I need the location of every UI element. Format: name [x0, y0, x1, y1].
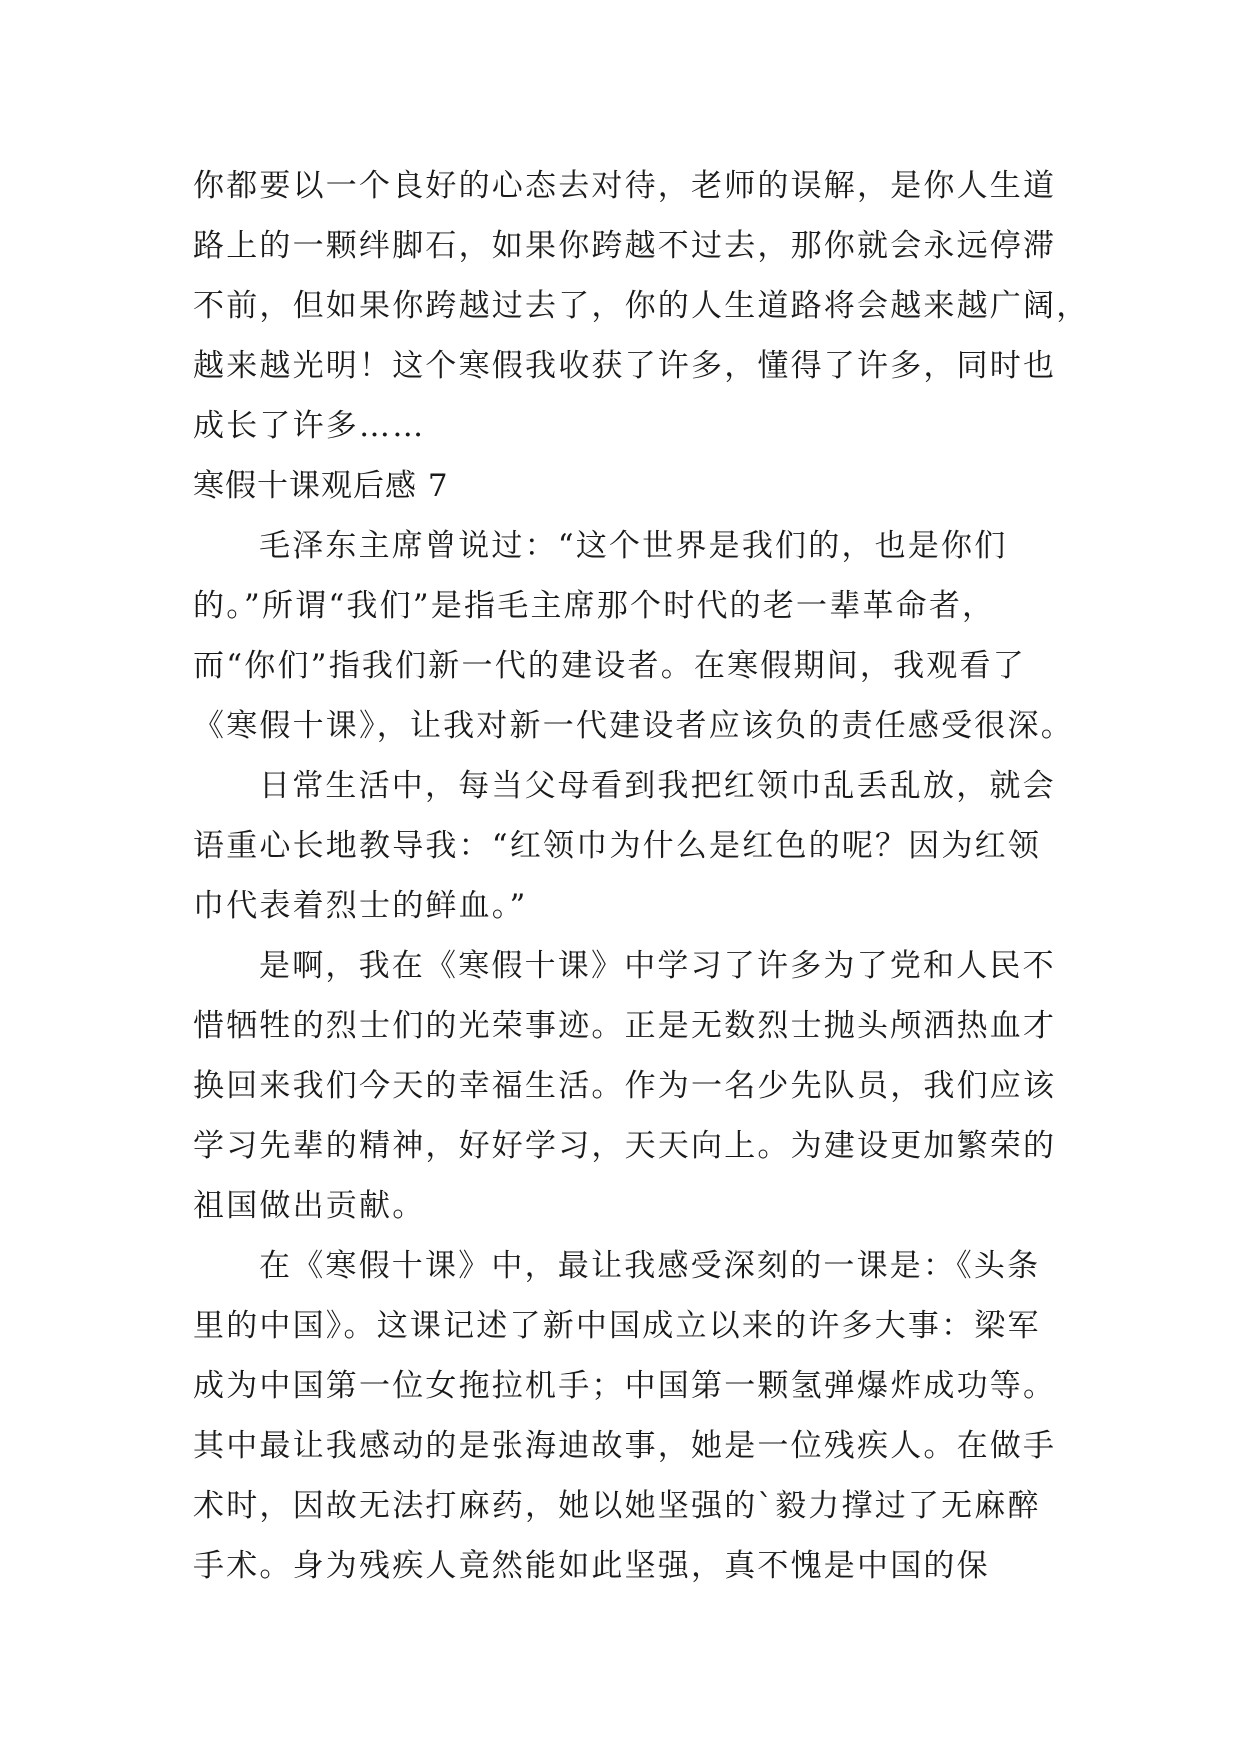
- text-line: 里的中国》。这课记述了新中国成立以来的许多大事：梁军: [193, 1308, 1041, 1344]
- text-line: 语重心长地教导我：“红领巾为什么是红色的呢？因为红领: [193, 828, 1042, 864]
- text-line: 而“你们”指我们新一代的建设者。在寒假期间，我观看了: [193, 648, 1026, 684]
- text-line: 其中最让我感动的是张海迪故事，她是一位残疾人。在做手: [193, 1428, 1057, 1464]
- text-line: 在《寒假十课》中，最让我感受深刻的一课是：《头条: [259, 1248, 1041, 1284]
- paragraph-4: [193, 1236, 1055, 1596]
- text-line: 成为中国第一位女拖拉机手；中国第一颗氢弹爆炸成功等。: [193, 1368, 1057, 1404]
- text-line: 你都要以一个良好的心态去对待，老师的误解，是你人生道: [193, 168, 1057, 204]
- text-line: 路上的一颗绊脚石，如果你跨越不过去，那你就会永远停滞: [193, 228, 1057, 264]
- text-line: 不前，但如果你跨越过去了，你的人生道路将会越来越广阔，: [193, 288, 1090, 324]
- document-body: [193, 156, 1090, 1596]
- continuation-paragraph: [193, 156, 1090, 456]
- paragraph-1: [193, 516, 1074, 756]
- text-line: 是啊，我在《寒假十课》中学习了许多为了党和人民不: [259, 948, 1056, 984]
- text-line: 祖国做出贡献。: [193, 1188, 426, 1224]
- text-line: 巾代表着烈士的鲜血。”: [193, 888, 528, 924]
- paragraph-3: [193, 936, 1055, 1236]
- text-line: 越来越光明！这个寒假我收获了许多，懂得了许多，同时也: [193, 348, 1057, 384]
- text-line: 手术。身为残疾人竟然能如此坚强，真不愧是中国的保: [193, 1548, 990, 1584]
- text-line: 《寒假十课》，让我对新一代建设者应该负的责任感受很深。: [193, 708, 1074, 744]
- text-line: 毛泽东主席曾说过：“这个世界是我们的，也是你们: [259, 528, 1008, 564]
- text-line: 惜牺牲的烈士们的光荣事迹。正是无数烈士抛头颅洒热血才: [193, 1008, 1057, 1044]
- text-line: 日常生活中，每当父母看到我把红领巾乱丢乱放，就会: [259, 768, 1056, 804]
- text-line: 换回来我们今天的幸福生活。作为一名少先队员，我们应该: [193, 1068, 1057, 1104]
- text-line: 成长了许多……: [193, 408, 426, 444]
- text-line: 学习先辈的精神，好好学习，天天向上。为建设更加繁荣的: [193, 1128, 1057, 1164]
- text-line: 术时，因故无法打麻药，她以她坚强的`毅力撑过了无麻醉: [193, 1488, 1041, 1524]
- section-title: 寒假十课观后感 7: [193, 468, 449, 504]
- text-line: 的。”所谓“我们”是指毛主席那个时代的老一辈革命者，: [193, 588, 996, 624]
- paragraph-2: [193, 756, 1055, 936]
